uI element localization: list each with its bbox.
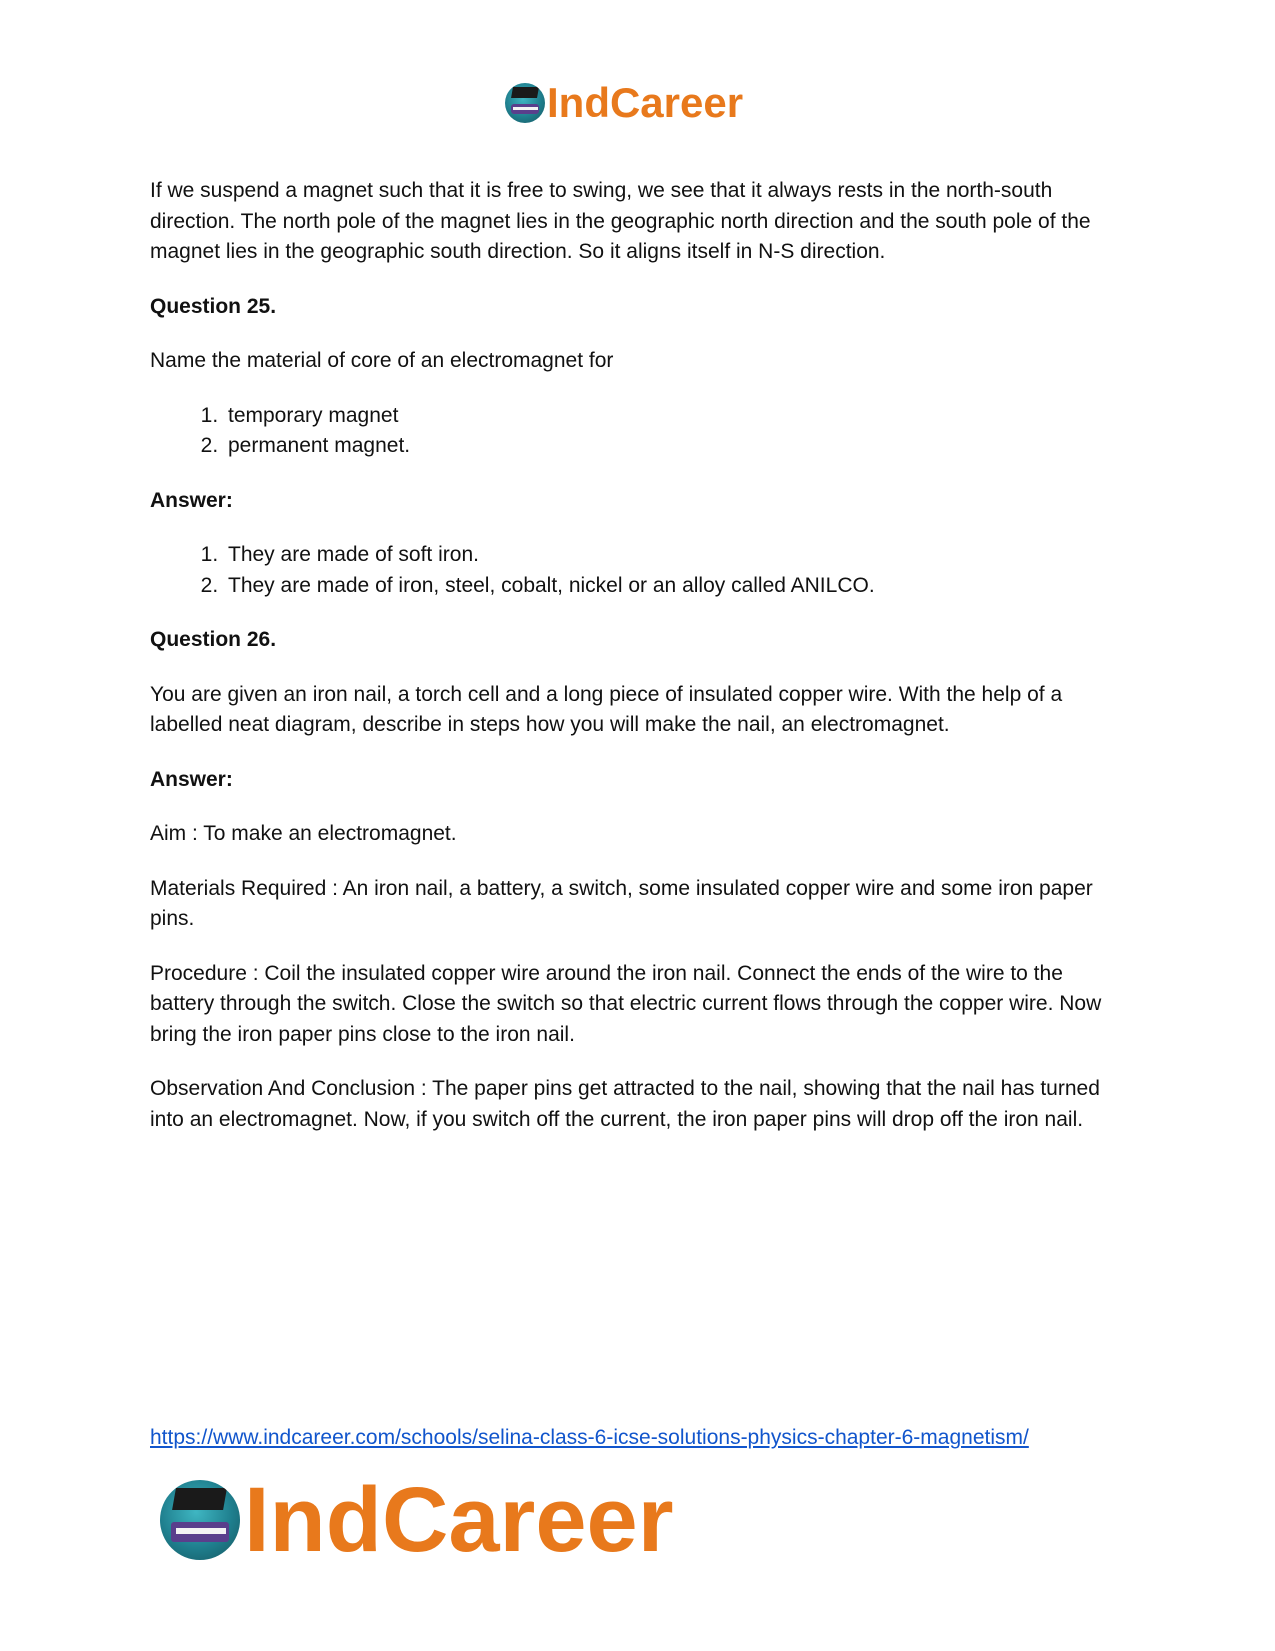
footer-logo — [160, 1469, 674, 1571]
question-25-text: Name the material of core of an electromagnet for — [150, 349, 614, 372]
question-26-text: You are given an iron nail, a torch cell and a long piece of insulated copper wire. With the help of a labelled neat diagram, describe in steps how you will make the nail, an electromagnet. — [150, 682, 1063, 736]
answer-25-heading: Answer: — [150, 488, 233, 512]
answer-26-heading: Answer: — [150, 767, 233, 791]
procedure-paragraph: Procedure : Coil the insulated copper wire around the iron nail. Connect the ends of the wire to the battery through the switch. Close the switch so that electric current flows through the copper wire. Now bring the iron paper pins close to the iron nail. — [150, 961, 1102, 1046]
header-logo — [505, 79, 744, 126]
list-item: 1. They are made of soft iron. — [224, 540, 1130, 571]
intro-paragraph: If we suspend a magnet such that it is free to swing, we see that it always rests in the north-south direction. The north pole of the magnet lies in the geographic north direction and the south pole of the magnet lies in the geographic south direction. So it aligns itself in N-S direction. — [150, 179, 1091, 263]
answer-25-list — [150, 540, 1130, 601]
question-25-heading: Question 25. — [150, 294, 277, 318]
list-item: 1. temporary magnet — [224, 401, 1130, 432]
list-item: 2. permanent magnet. — [224, 431, 1130, 462]
list-item: 2. They are made of iron, steel, cobalt, nickel or an alloy called ANILCO. — [224, 571, 1130, 602]
logo-wordmark: IndCareer — [244, 1469, 674, 1571]
question-25-list — [150, 401, 1130, 462]
observation-paragraph: Observation And Conclusion : The paper pins get attracted to the nail, showing that the nail has turned into an electromagnet. Now, if you switch off the current, the iron paper pins will drop off the iron nail. — [150, 1077, 1100, 1131]
question-26-heading: Question 26. — [150, 628, 277, 651]
materials-paragraph: Materials Required : An iron nail, a battery, a switch, some insulated copper wire and some iron paper pins. — [150, 876, 1093, 930]
logo-emblem-icon — [505, 83, 545, 123]
source-link[interactable]: https://www.indcareer.com/schools/selina-class-6-icse-solutions-physics-chapter-6-magnetism/ — [150, 1426, 1029, 1449]
logo-wordmark: IndCareer — [547, 79, 744, 126]
aim-paragraph: Aim : To make an electromagnet. — [150, 822, 457, 845]
logo-emblem-icon — [160, 1480, 240, 1560]
document-body — [150, 176, 1130, 1159]
